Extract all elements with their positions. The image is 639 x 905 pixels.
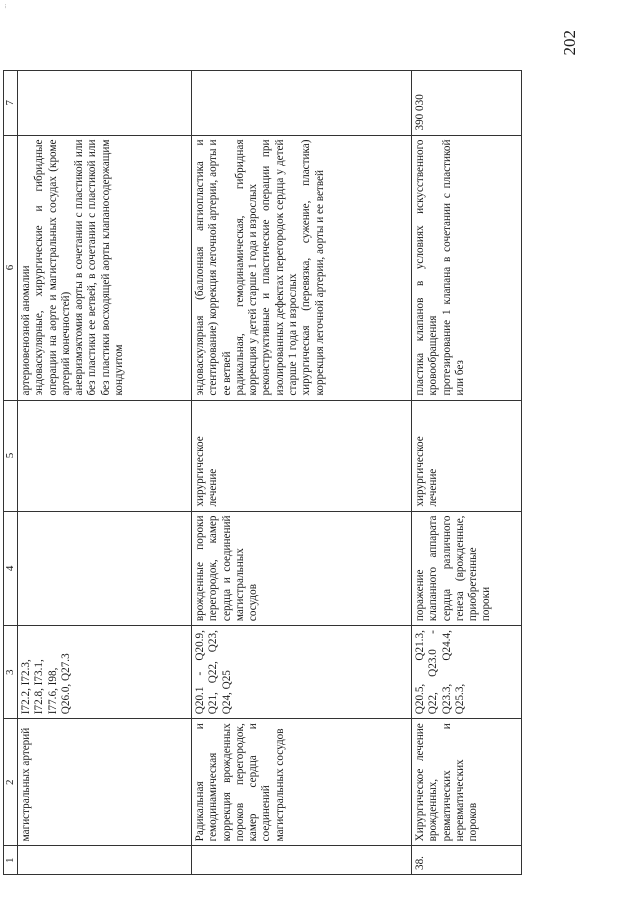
header-cell: 3 xyxy=(4,626,18,719)
icd-codes: Q20.1 - Q20.9, Q21, Q22, Q23, Q24, Q25 xyxy=(192,626,412,719)
header-cell: 2 xyxy=(4,719,18,846)
treatment-type: хирургическое лечение xyxy=(412,400,522,511)
row-number: 38. xyxy=(412,846,522,875)
treatment-method: пластика клапанов в условиях искусственного кровообращения протезирование 1 клапана в сочетании с пластикой или без xyxy=(412,135,522,400)
corner-mark: ... xyxy=(2,4,8,9)
header-cell: 4 xyxy=(4,511,18,626)
header-cell: 5 xyxy=(4,400,18,511)
patient-model xyxy=(18,511,192,626)
row-number xyxy=(192,846,412,875)
treatment-method: артериовенозной аномалии эндоваскулярные, хирургические и гибридные операции на аорте и магистральных сосудах (кроме артерий конечностей) аневризмэктомия аорты в сочетании с пластикой или без пластики ее ветвей, в сочетании с пластикой или без пластики восходящей аорты клапаносодержащим кондуитом xyxy=(18,135,192,400)
treatment-type: хирургическое лечение xyxy=(192,400,412,511)
table-row xyxy=(412,71,522,875)
page-number: 202 xyxy=(560,30,579,56)
header-cell: 6 xyxy=(4,135,18,400)
header-cell: 1 xyxy=(4,846,18,875)
icd-codes: I72.2, I72.3, I72.8, I73.1, I77.6, I98, Q26.0, Q27.3 xyxy=(18,626,192,719)
cost: 390 030 xyxy=(412,71,522,136)
table-row xyxy=(18,71,192,875)
patient-model: поражение клапанного аппарата сердца различного генеза (врожденные, приобретенные пороки xyxy=(412,511,522,626)
cost xyxy=(192,71,412,136)
treatment-method: эндоваскулярная (баллонная ангиопластика и стентирование) коррекция легочной артерии, аорты и ее ветвей радикальная, гемодинамическая, гибридная коррекция у детей старше 1 года и взрослых реконструктивные и пластические операции при изолированных дефектах перегородок сердца у детей старше 1 года и взрослых хирургическая (перевязка, сужение, пластика) коррекция легочной артерии, аорты и ее ветвей xyxy=(192,135,412,400)
cost xyxy=(18,71,192,136)
header-row xyxy=(4,71,18,875)
table-row xyxy=(192,71,412,875)
service-name: Хирургическое лечение врожденных, ревматических и неревматических пороков xyxy=(412,719,522,846)
treatment-type xyxy=(18,400,192,511)
service-name: Радикальная и гемодинамическая коррекция врожденных пороков перегородок, камер сердца и соединений магистральных сосудов xyxy=(192,719,412,846)
header-cell: 7 xyxy=(4,71,18,136)
services-table xyxy=(3,70,522,875)
service-name: магистральных артерий xyxy=(18,719,192,846)
row-number xyxy=(18,846,192,875)
icd-codes: Q20.5, Q21.3, Q22, Q23.0 - Q23.3, Q24.4, Q25.3, xyxy=(412,626,522,719)
patient-model: врожденные пороки перегородок, камер сердца и соединений магистральных сосудов xyxy=(192,511,412,626)
